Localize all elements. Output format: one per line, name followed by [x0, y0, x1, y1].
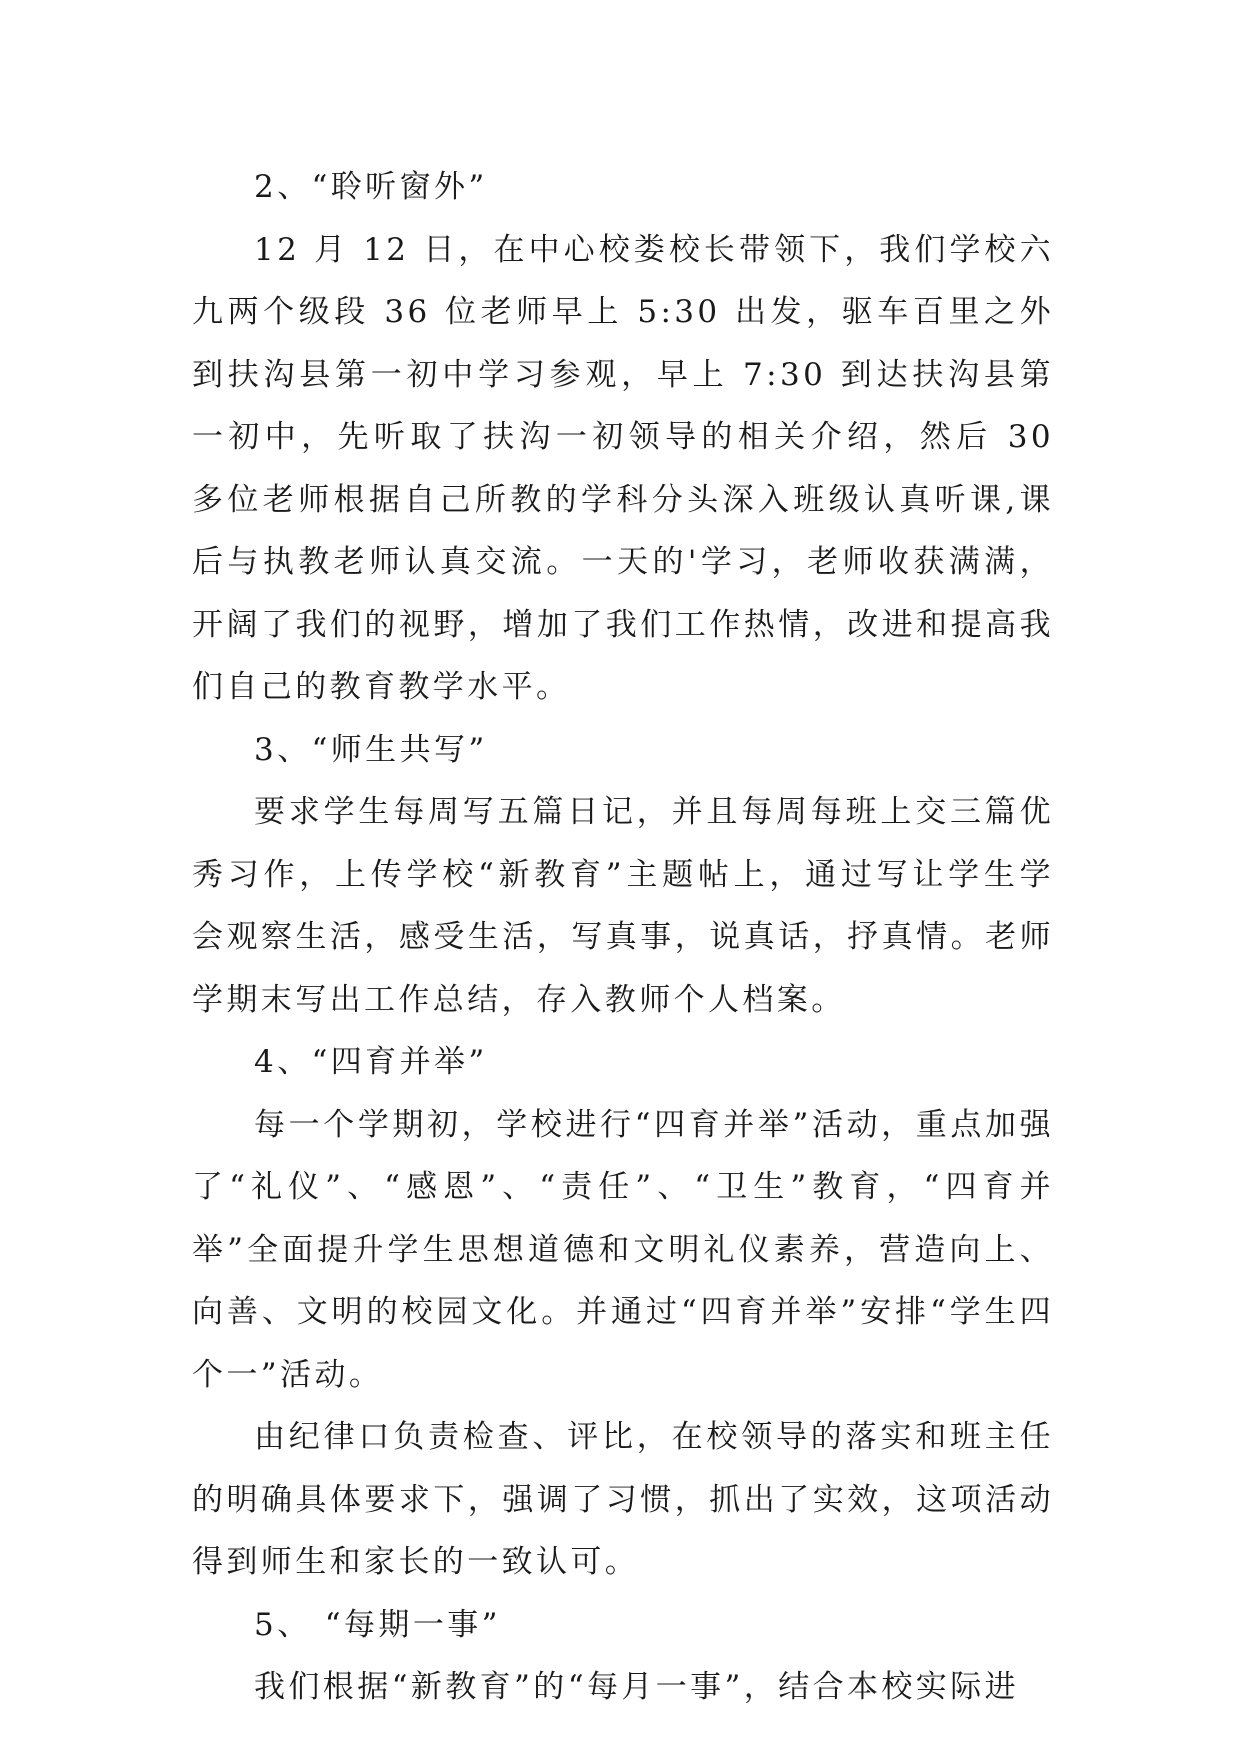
- body-paragraph: 我们根据“新教育”的“每月一事”，结合本校实际进: [254, 1669, 1019, 1705]
- body-paragraph: 由纪律口负责检查、评比，在校领导的落实和班主任的明确具体要求下，强调了习惯，抓出了实效，这项活动得到师生和家长的一致认可。: [192, 1419, 1054, 1580]
- document-page: [192, 156, 1054, 1719]
- section-5: [192, 1594, 1054, 1719]
- section-heading: 5、 “每期一事”: [254, 1606, 501, 1643]
- body-paragraph: 要求学生每周写五篇日记，并且每周每班上交三篇优秀习作，上传学校“新教育”主题帖上，通过写让学生学会观察生活，感受生活，写真事，说真话，抒真情。老师学期末写出工作总结，存入教师个人档案。: [192, 794, 1054, 1018]
- section-3: [192, 719, 1054, 1032]
- body-paragraph: 每一个学期初，学校进行“四育并举”活动，重点加强了“礼仪”、“感恩”、“责任”、“卫生”教育，“四育并举”全面提升学生思想道德和文明礼仪素养，营造向上、向善、文明的校园文化。并通过“四育并举”安排“学生四个一”活动。: [192, 1106, 1054, 1393]
- section-2: [192, 156, 1054, 719]
- section-heading: 4、“四育并举”: [254, 1044, 488, 1080]
- section-heading: 2、“聆听窗外”: [254, 169, 488, 205]
- section-4: [192, 1031, 1054, 1594]
- section-heading: 3、“师生共写”: [254, 731, 488, 768]
- body-paragraph: 12 月 12 日，在中心校娄校长带领下，我们学校六九两个级段 36 位老师早上 5:30 出发，驱车百里之外到扶沟县第一初中学习参观，早上 7:30 到达扶沟县第一初中，先听取了扶沟一初领导的相关介绍，然后 30 多位老师根据自己所教的学科分头深入班级认真听课,课后与执教老师认真交流。一天的'学习，老师收获满满，开阔了我们的视野，增加了我们工作热情，改进和提高我们自己的教育教学水平。: [192, 231, 1054, 705]
